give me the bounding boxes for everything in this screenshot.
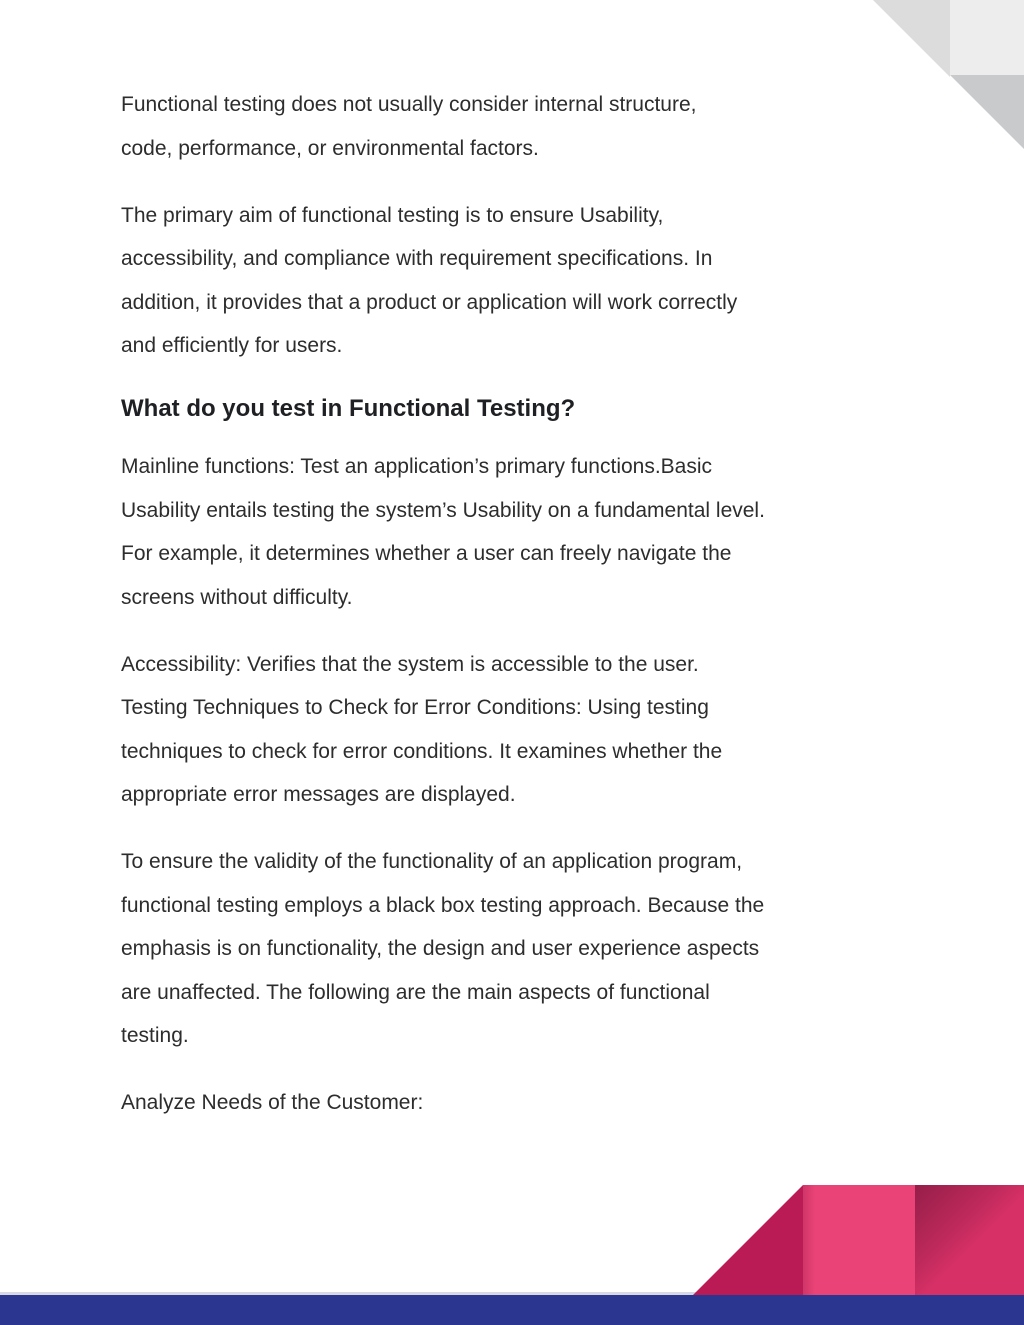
text-line: code, performance, or environmental factors.	[121, 136, 539, 160]
text-line: accessibility, and compliance with requirement specifications. In	[121, 247, 713, 270]
text-line: appropriate error messages are displayed.	[121, 783, 516, 806]
text-line: Accessibility: Verifies that the system is accessible to the user.	[121, 652, 699, 676]
footer-right-fold-shadow	[915, 1185, 1024, 1295]
text-line: Analyze Needs of the Customer:	[121, 1091, 424, 1114]
text-line: and efficiently for users.	[121, 334, 343, 357]
document-body	[121, 83, 921, 1148]
text-line: are unaffected. The following are the main aspects of functional	[121, 980, 710, 1004]
text-line: The primary aim of functional testing is to ensure Usability,	[121, 203, 664, 227]
text-line: Usability entails testing the system’s Usability on a fundamental level.	[121, 498, 765, 522]
footer-right-square	[915, 1185, 1024, 1295]
paragraph	[121, 643, 921, 817]
footer-center-rectangle	[803, 1185, 915, 1295]
paragraph	[121, 1081, 921, 1125]
text-line: Mainline functions: Test an application’s primary functions.Basic	[121, 455, 713, 478]
text-line: For example, it determines whether a user can freely navigate the	[121, 542, 732, 565]
text-line: testing.	[121, 1024, 189, 1047]
paragraph	[121, 83, 921, 170]
text-line: functional testing employs a black box testing approach. Because the	[121, 893, 765, 917]
text-line: emphasis is on functionality, the design and user experience aspects	[121, 937, 760, 960]
section-heading: What do you test in Functional Testing?	[121, 395, 576, 422]
paragraph	[121, 840, 921, 1058]
text-line: Testing Techniques to Check for Error Conditions: Using testing	[121, 696, 709, 719]
text-line: techniques to check for error conditions. It examines whether the	[121, 739, 723, 763]
corner-fold-light-square	[950, 0, 1024, 75]
text-line: To ensure the validity of the functionality of an application program,	[121, 850, 743, 873]
footer-bar	[0, 1295, 1024, 1325]
paragraph	[121, 445, 921, 619]
text-line: addition, it provides that a product or application will work correctly	[121, 290, 738, 314]
corner-fold-medium-triangle	[873, 0, 950, 77]
footer-left-triangle	[693, 1185, 803, 1295]
text-line: screens without difficulty.	[121, 585, 353, 609]
text-line: Functional testing does not usually consider internal structure,	[121, 93, 697, 116]
corner-fold-dark-triangle	[950, 75, 1024, 149]
paragraph	[121, 194, 921, 368]
